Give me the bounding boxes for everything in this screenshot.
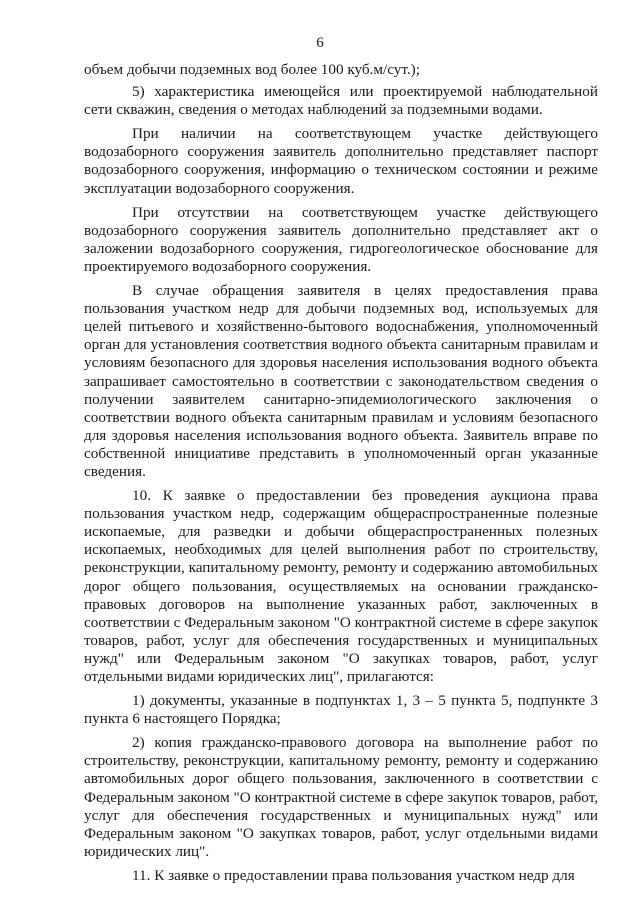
paragraph-continuation: объем добычи подземных вод более 100 куб.м/сут.);: [84, 61, 420, 78]
paragraph-section-10: 10. К заявке о предоставлении без проведения аукциона права пользования участком недр, содержащим общераспространенные полезные ископаемые, для разведки и добычи общераспространенных полезных ископаемых, необходимых для целей выполнения работ по строительству, реконструкции, капитальному ремонту, ремонту и содержанию автомобильных дорог общего пользования, осуществляемых на основании гражданско-правовых договоров на выполнение указанных работ, заключенных в соответствии с Федеральным законом "О контрактной системе в сфере закупок товаров, работ, услуг для обеспечения государственных и муниципальных нужд" или Федеральным законом "О закупках товаров, работ, услуг отдельными видами юридических лиц", прилагаются:: [84, 487, 598, 685]
paragraph-existing-intake: При наличии на соответствующем участке действующего водозаборного сооружения заявитель дополнительно представляет паспорт водозаборного сооружения, информацию о техническом состоянии и режиме эксплуатации водозаборного сооружения.: [84, 125, 598, 197]
page-number: 6: [316, 35, 324, 51]
paragraph-section-10-item-2: 2) копия гражданско-правового договора на выполнение работ по строительству, реконструкции, капитальному ремонту, ремонту и содержанию автомобильных дорог общего пользования, заключенного в соответствии с Федеральным законом "О контрактной системе в сфере закупок товаров, работ, услуг для обеспечения государственных и муниципальных нужд" или Федеральным законом "О закупках товаров, работ, услуг отдельными видами юридических лиц".: [84, 734, 598, 860]
paragraph-section-10-item-1: 1) документы, указанные в подпунктах 1, 3 – 5 пункта 5, подпункте 3 пункта 6 настоящего Порядка;: [84, 692, 598, 728]
paragraph-absent-intake: При отсутствии на соответствующем участке действующего водозаборного сооружения заявитель дополнительно представляет акт о заложении водозаборного сооружения, гидрогеологическое обоснование для проектируемого водозаборного сооружения.: [84, 203, 598, 275]
paragraph-section-11: 11. К заявке о предоставлении права пользования участком недр для: [132, 866, 575, 884]
document-body: [84, 61, 598, 891]
paragraph-item-5: 5) характеристика имеющейся или проектируемой наблюдательной сети скважин, сведения о методах наблюдений за подземными водами.: [84, 83, 598, 119]
paragraph-drinking-water: В случае обращения заявителя в целях предоставления права пользования участком недр для добычи подземных вод, используемых для целей питьевого и хозяйственно-бытового водоснабжения, уполномоченный орган для установления соответствия водного объекта санитарным правилам и условиям безопасного для здоровья населения использования водного объекта запрашивает самостоятельно в соответствии с законодательством сведения о получении заявителем санитарно-эпидемиологического заключения о соответствии водного объекта санитарным правилам и условиям безопасного для здоровья населения использования водного объекта. Заявитель вправе по собственной инициативе представить в уполномоченный орган указанные сведения.: [84, 282, 598, 480]
